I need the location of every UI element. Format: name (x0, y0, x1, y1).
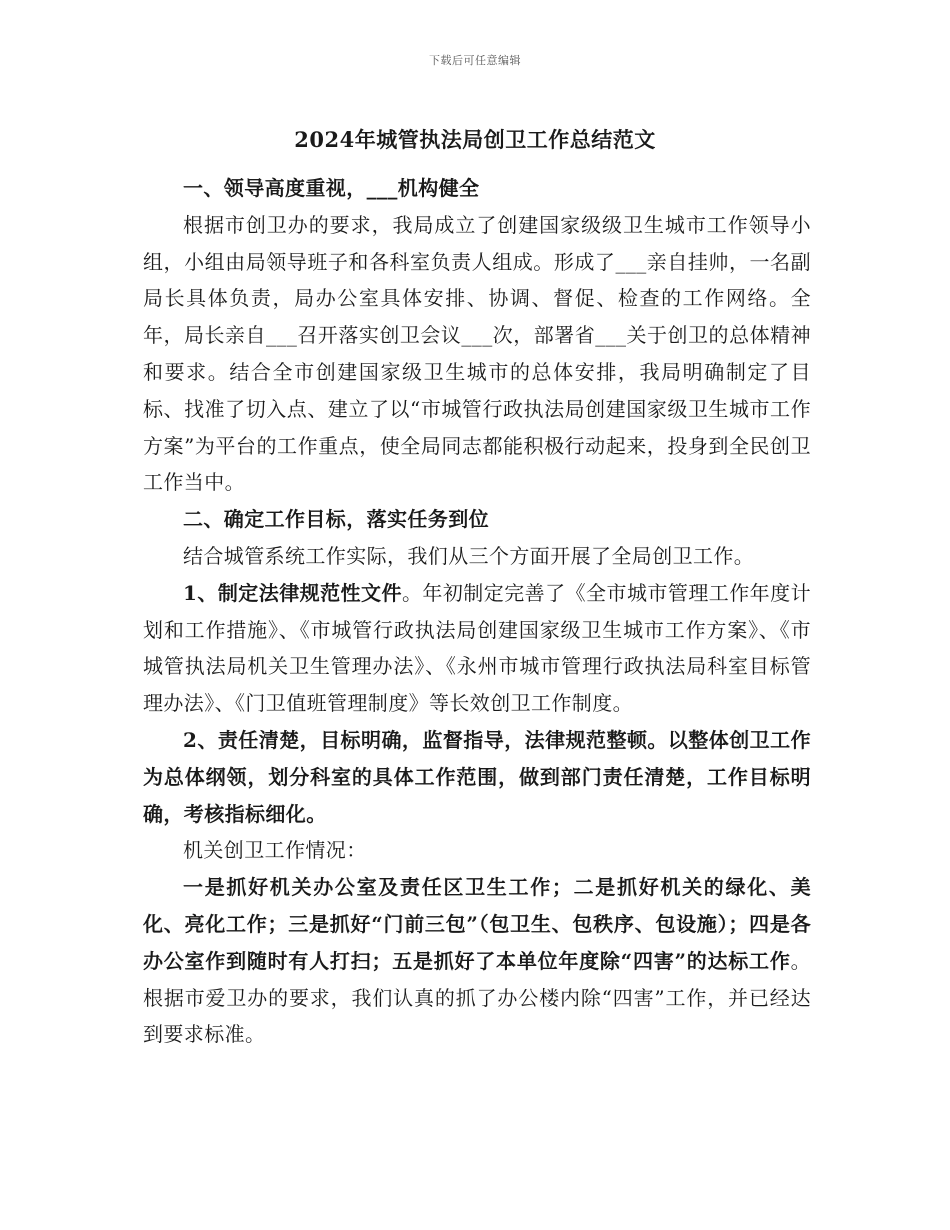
organ-work-text: 。根据市爱卫办的要求，我们认真的抓了办公楼内除“四害”工作，并已经达到要求标准。 (143, 948, 811, 1047)
item-1-lead: 1、制定法律规范性文件 (183, 580, 402, 605)
paragraph-item-1 (143, 575, 811, 722)
paragraph-intro: 结合城管系统工作实际，我们从三个方面开展了全局创卫工作。 (183, 543, 755, 568)
paragraph-organ-work (143, 869, 811, 1053)
header-note: 下载后可任意编辑 (429, 54, 521, 67)
paragraph-item-2: 2、责任清楚，目标明确，监督指导，法律规范整顿。以整体创卫工作为总体纲领，划分科室的具体工作范围，做到部门责任清楚，工作目标明确，考核指标细化。 (143, 727, 811, 826)
item-1-text: 。年初制定完善了《全市城市管理工作年度计划和工作措施》、《市城管行政执法局创建国家级卫生城市工作方案》、《市城管执法局机关卫生管理办法》、《永州市城市管理行政执法局科室目标管理办法》、《门卫值班管理制度》等长效创卫工作制度。 (143, 580, 811, 716)
paragraph-organ-label: 机关创卫工作情况： (183, 838, 367, 863)
document-title: 2024年城管执法局创卫工作总结范文 (294, 127, 656, 152)
section-heading-2: 二、确定工作目标，落实任务到位 (183, 507, 489, 532)
paragraph-leadership: 根据市创卫办的要求，我局成立了创建国家级级卫生城市工作领导小组，小组由局领导班子和各科室负责人组成。形成了___亲自挂帅，一名副局长具体负责，局办公室具体安排、协调、督促、检查的工作网络。全年，局长亲自___召开落实创卫会议___次，部署省___关于创卫的总体精神和要求。结合全市创建国家级卫生城市的总体安排，我局明确制定了目标、找准了切入点、建立了以“市城管行政执法局创建国家级卫生城市工作方案”为平台的工作重点，使全局同志都能积极行动起来，投身到全民创卫工作当中。 (143, 212, 811, 495)
document-body (143, 170, 811, 1053)
organ-work-lead: 一是抓好机关办公室及责任区卫生工作；二是抓好机关的绿化、美化、亮化工作；三是抓好“门前三包”（包卫生、包秩序、包设施）；四是各办公室作到随时有人打扫；五是抓好了本单位年度除“四害”的达标工作 (143, 875, 811, 973)
section-heading-1: 一、领导高度重视，___机构健全 (183, 176, 480, 200)
